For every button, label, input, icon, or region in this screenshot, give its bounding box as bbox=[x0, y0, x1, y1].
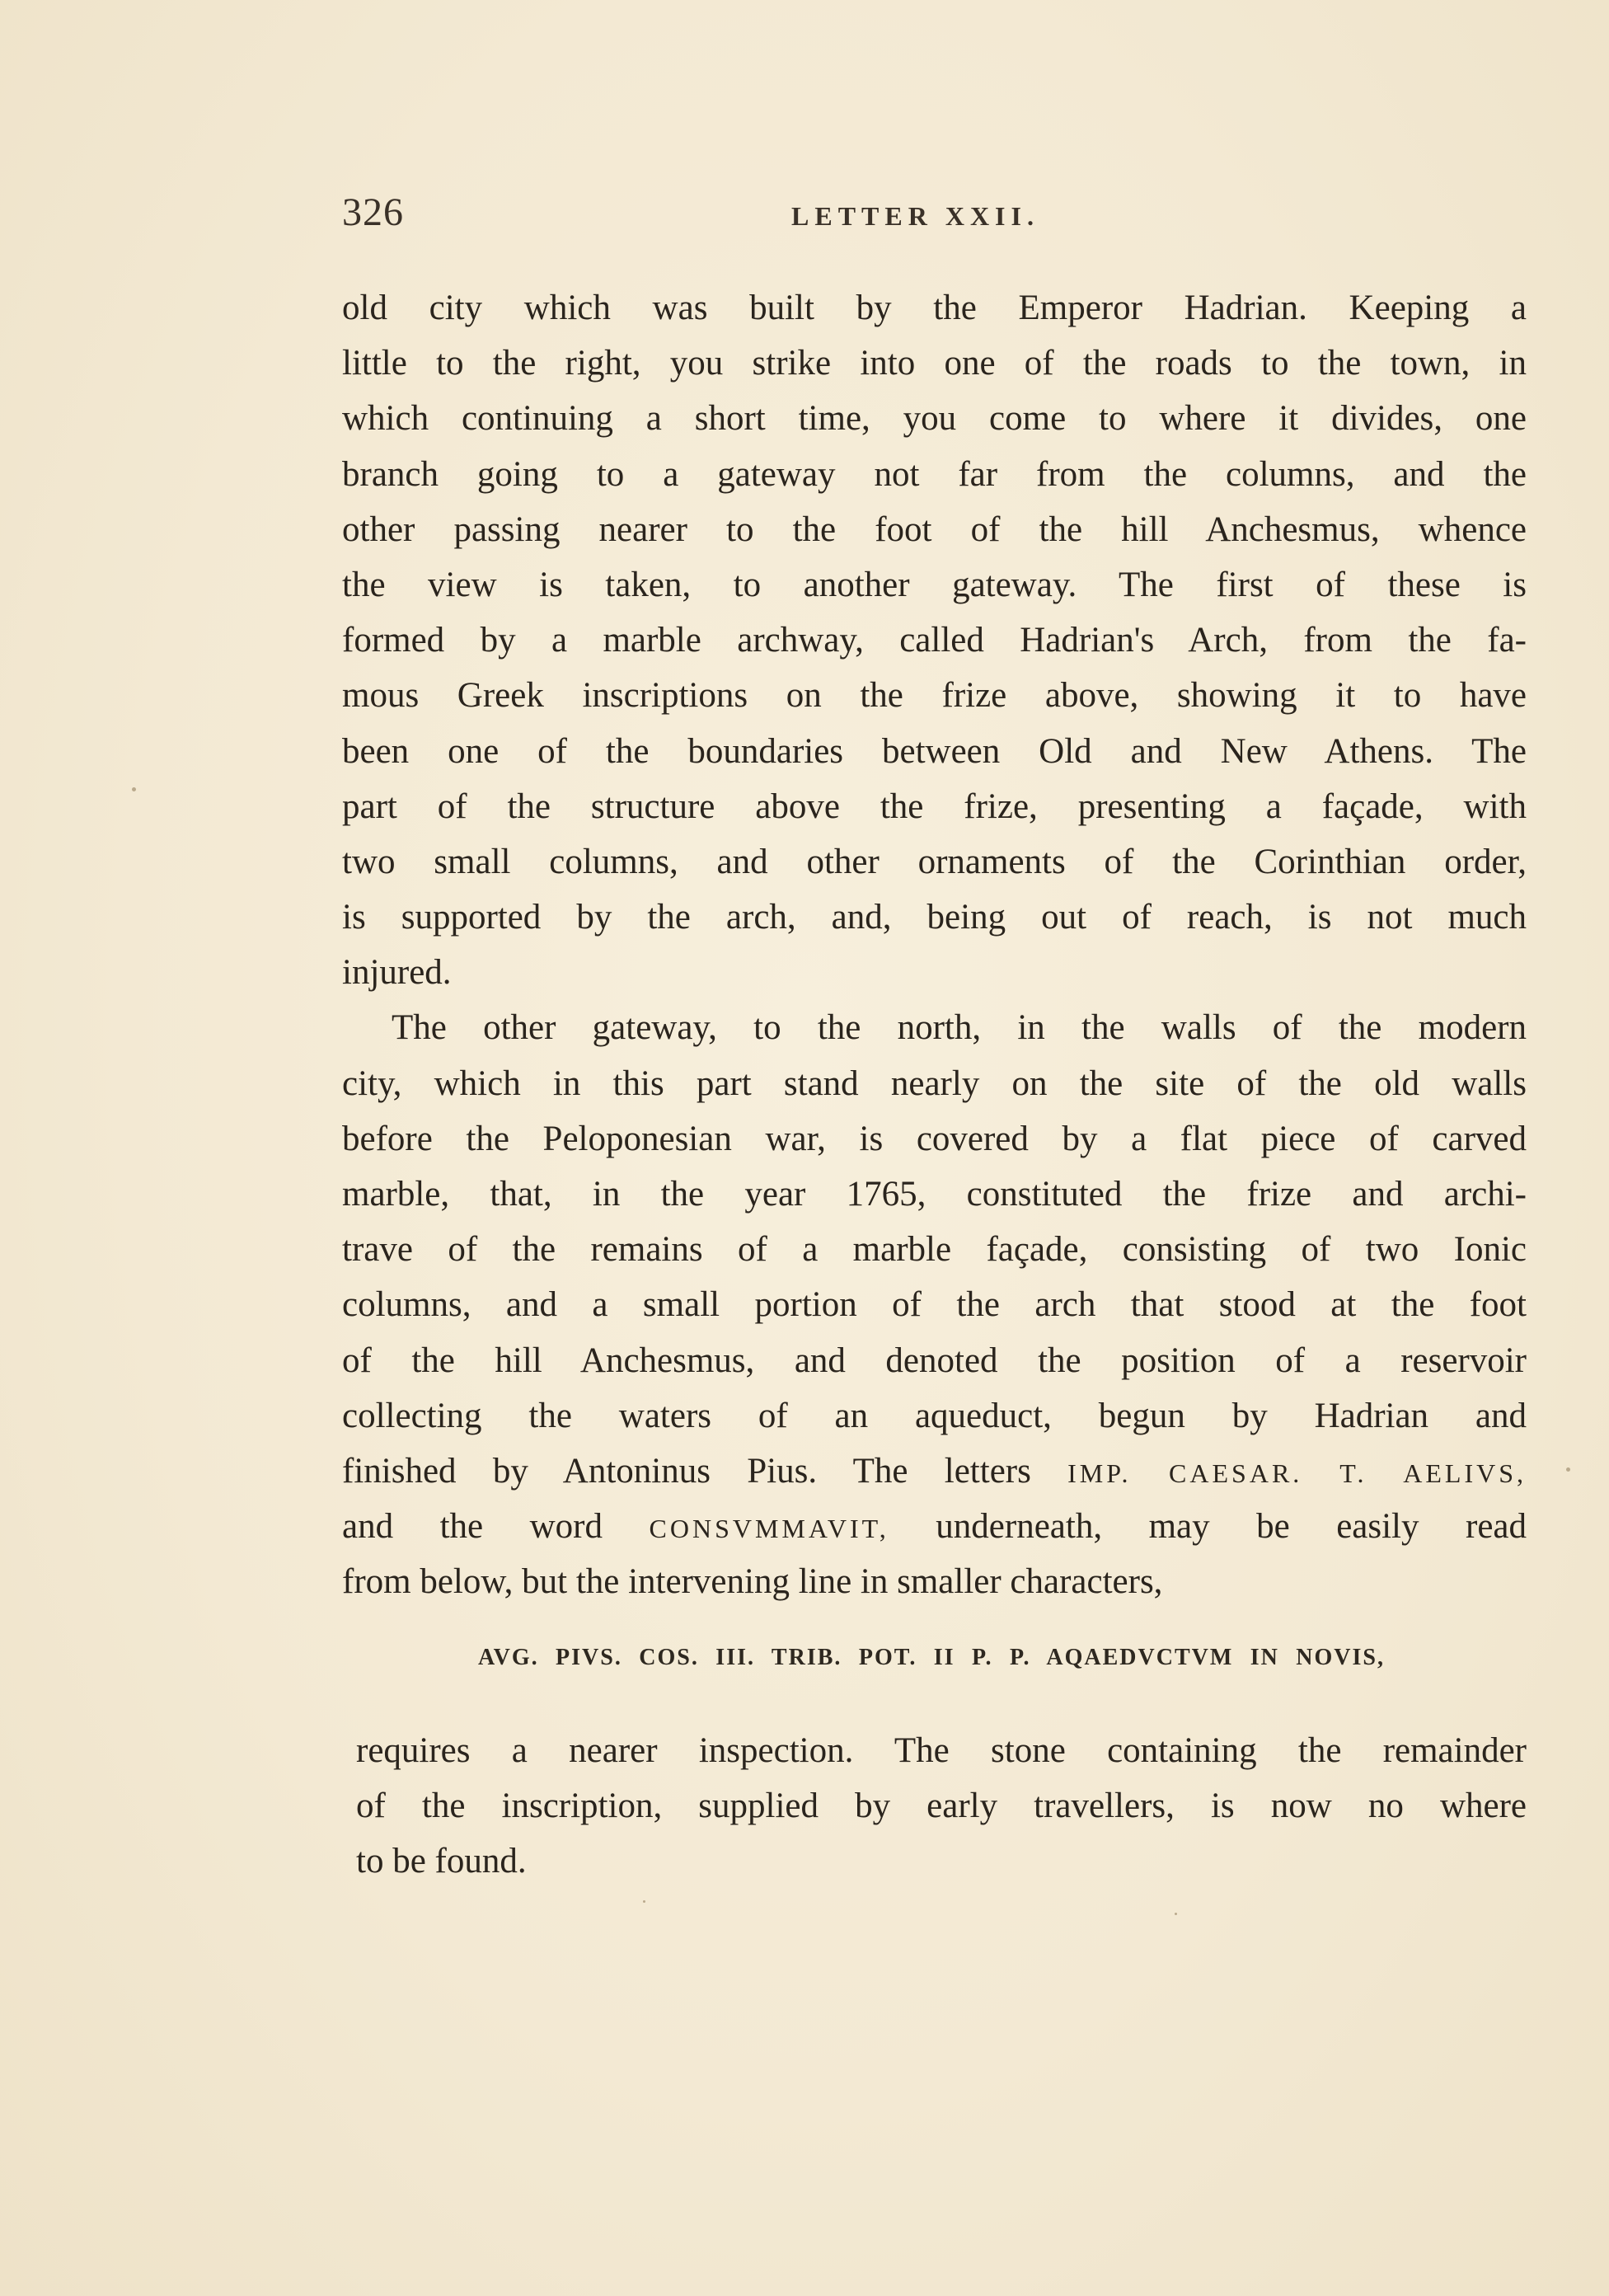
small-caps-word: CONSVMMAVIT, bbox=[649, 1514, 889, 1544]
text-line: of the inscription, supplied by early travellers, is now no where bbox=[356, 1787, 1527, 1826]
text-line-with-small-caps bbox=[342, 1444, 1527, 1499]
text-line: is supported by the arch, and, being out of reach, is not much bbox=[342, 898, 1527, 937]
header-title: LETTER XXII. bbox=[791, 201, 1039, 231]
text-line: to be found. bbox=[356, 1842, 527, 1881]
paragraph-2 bbox=[342, 1000, 1527, 1609]
text-line: The other gateway, to the north, in the walls of the modern bbox=[392, 1008, 1527, 1048]
text-line: injured. bbox=[342, 953, 452, 993]
text-line: the view is taken, to another gateway. The first of these is bbox=[342, 565, 1527, 604]
text-line: of the hill Anchesmus, and denoted the position of a reservoir bbox=[342, 1341, 1527, 1380]
text-fragment: finished by Antoninus Pius. The letters bbox=[342, 1451, 1068, 1491]
small-caps-letters: IMP. CAESAR. T. AELIVS, bbox=[1067, 1458, 1527, 1488]
text-line-with-small-caps bbox=[342, 1499, 1527, 1554]
text-line: little to the right, you strike into one of the roads to the town, in bbox=[342, 344, 1527, 383]
text-line: before the Peloponesian war, is covered by a flat piece of carved bbox=[342, 1119, 1527, 1158]
text-line: from below, but the intervening line in smaller characters, bbox=[342, 1562, 1163, 1602]
paragraph-1 bbox=[342, 280, 1527, 1000]
text-line: city, which in this part stand nearly on the site of the old walls bbox=[342, 1063, 1527, 1103]
text-line: other passing nearer to the foot of the hill Anchesmus, whence bbox=[342, 509, 1527, 549]
paper-speck bbox=[1175, 1913, 1177, 1915]
text-line: which continuing a short time, you come to where it divides, one bbox=[342, 399, 1527, 439]
paper-speck bbox=[1566, 1467, 1570, 1472]
text-line: part of the structure above the frize, presenting a façade, with bbox=[342, 786, 1527, 826]
running-head bbox=[342, 190, 1533, 247]
paper-speck bbox=[643, 1900, 645, 1903]
text-line: collecting the waters of an aqueduct, begun by Hadrian and bbox=[342, 1396, 1527, 1435]
text-line: trave of the remains of a marble façade, consisting of two Ionic bbox=[342, 1230, 1527, 1270]
text-line: mous Greek inscriptions on the frize above, showing it to have bbox=[342, 676, 1527, 716]
body-text bbox=[342, 280, 1527, 1610]
paragraph-3 bbox=[356, 1723, 1527, 1890]
text-line: branch going to a gateway not far from the columns, and the bbox=[342, 454, 1527, 494]
text-line: two small columns, and other ornaments of the Corinthian order, bbox=[342, 842, 1527, 881]
text-line: columns, and a small portion of the arch that stood at the foot bbox=[342, 1285, 1527, 1325]
latin-inscription: AVG. PIVS. COS. III. TRIB. POT. II P. P. AQAEDVCTVM IN NOVIS, bbox=[478, 1645, 1385, 1670]
text-fragment: and the word bbox=[342, 1507, 650, 1547]
text-line: been one of the boundaries between Old and New Athens. The bbox=[342, 731, 1527, 771]
text-fragment: underneath, may be easily read bbox=[889, 1507, 1527, 1547]
text-line: formed by a marble archway, called Hadrian's Arch, from the fa- bbox=[342, 621, 1527, 660]
text-line: requires a nearer inspection. The stone containing the remainder bbox=[356, 1731, 1527, 1770]
paper-speck bbox=[132, 787, 136, 791]
text-line: marble, that, in the year 1765, constituted the frize and archi- bbox=[342, 1175, 1527, 1214]
text-line: old city which was built by the Emperor Hadrian. Keeping a bbox=[342, 289, 1527, 327]
page-number: 326 bbox=[342, 190, 404, 234]
